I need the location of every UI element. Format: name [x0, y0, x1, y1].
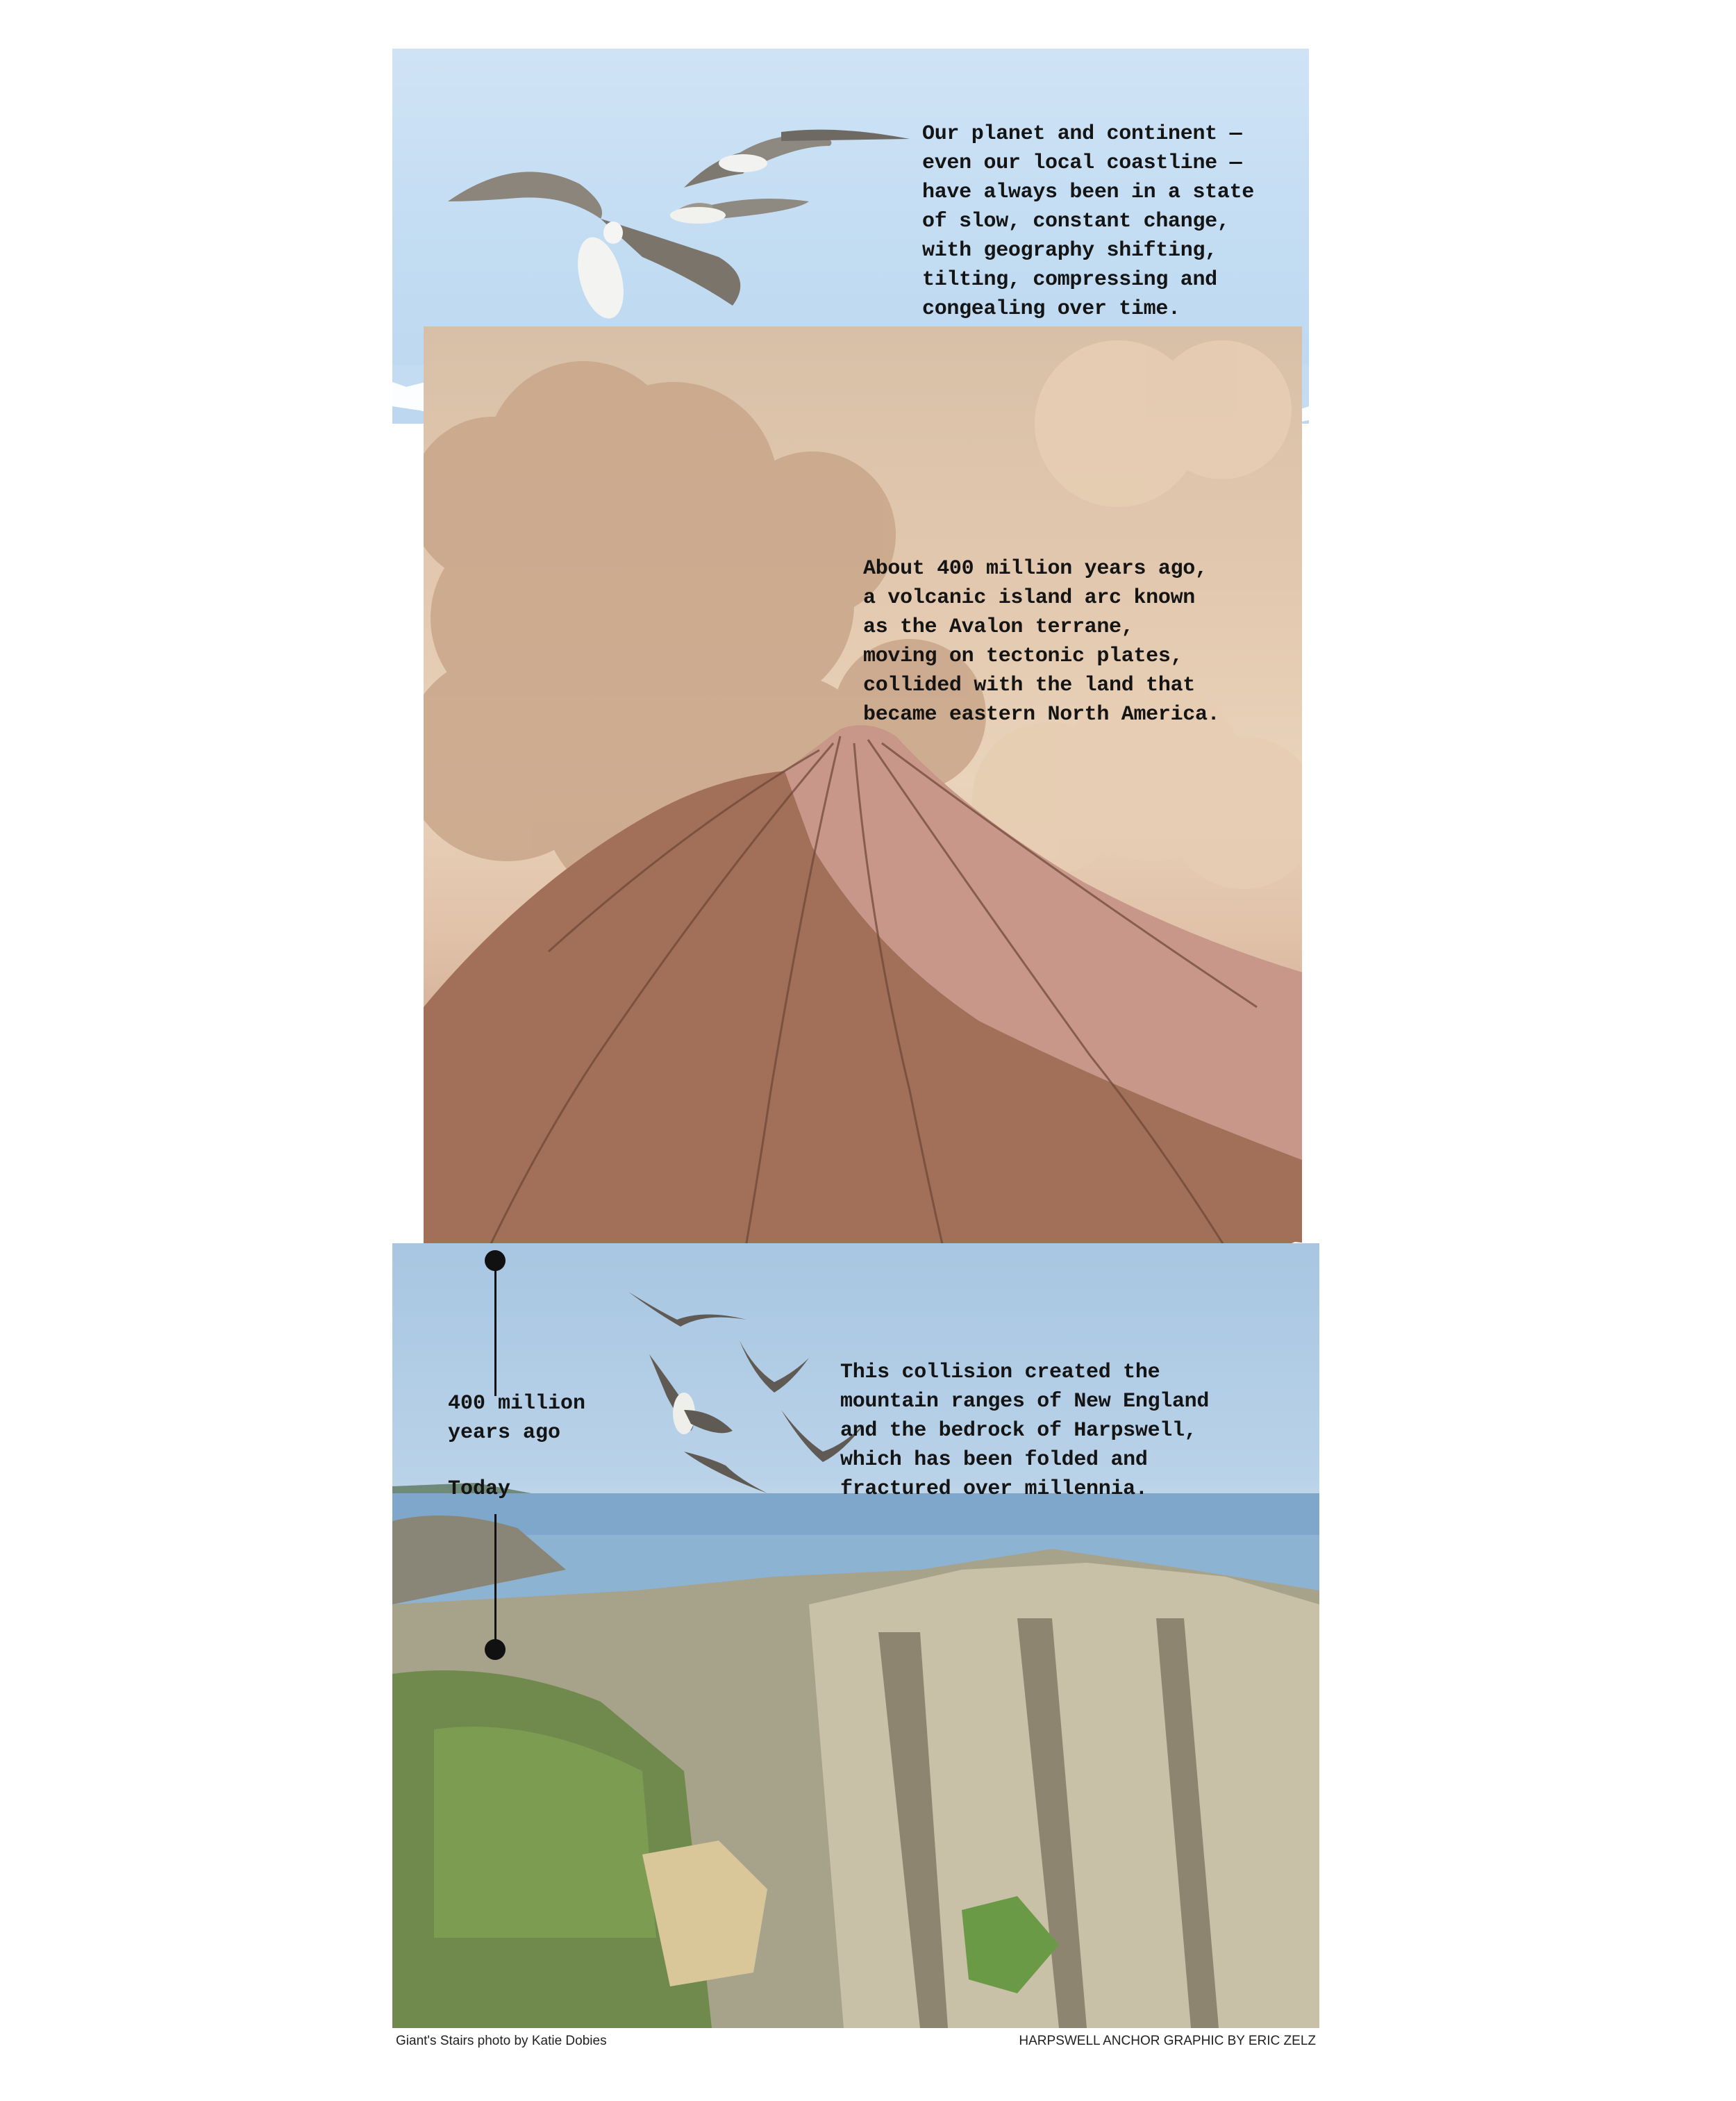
- graphic-credit: HARPSWELL ANCHOR GRAPHIC BY ERIC ZELZ: [1019, 2034, 1316, 2048]
- avalon-text: About 400 million years ago, a volcanic island arc known as the Avalon terrane, moving on tectonic plates, collided with the land that became eastern North America.: [863, 557, 1220, 726]
- volcano-illustration: [424, 326, 1302, 1340]
- timeline-end-dot: [485, 1639, 506, 1660]
- volcano-panel: [424, 326, 1302, 1340]
- timeline-start-label: 400 million years ago: [448, 1392, 586, 1445]
- timeline-line: [494, 1261, 496, 1396]
- gull-icon: [684, 130, 910, 188]
- timeline-line: [494, 1514, 496, 1646]
- today-text: This collision created the mountain ranges of New England and the bedrock of Harpswell, which has been folded and fractured over millennia.: [840, 1361, 1210, 1501]
- gull-icon: [448, 172, 740, 323]
- timeline-end-label: Today: [448, 1477, 511, 1501]
- intro-text: Our planet and continent — even our local coastline — have always been in a state of slow, constant change, with geography shifting, tilting, compressing and congealing over time.: [922, 122, 1254, 321]
- gull-icon: [670, 199, 809, 224]
- gull-icon: [628, 1292, 865, 1493]
- photo-credit: Giant's Stairs photo by Katie Dobies: [396, 2034, 607, 2048]
